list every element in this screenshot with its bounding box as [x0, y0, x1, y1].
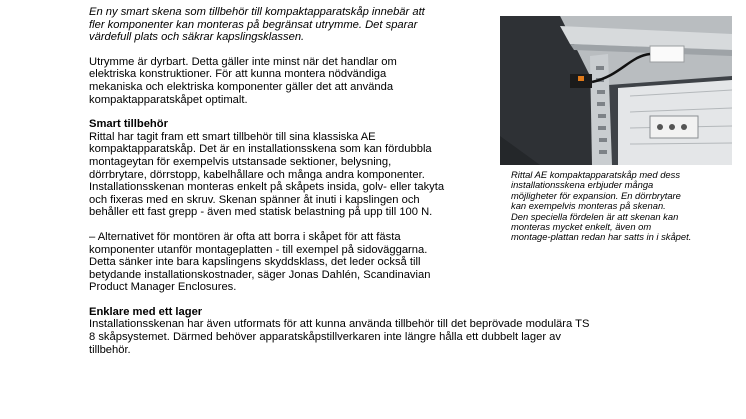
- intro-paragraph: En ny smart skena som tillbehör till kompaktapparatskåp innebär att fler komponenter kan monteras på begränsat utrymme. Det sparar värdefull plats och säkrar kapslingsklassen.: [89, 6, 425, 44]
- photo-caption: Rittal AE kompaktapparatskåp med dess installationsskena erbjuder många möjligheter för expansion. En dörrbrytare kan exempelvis monteras på skenan. Den speciella fördelen är att skenan kan monteras mycket enkelt, även om montage-plattan redan har satts in i skåpet.: [511, 169, 692, 243]
- paragraph-quote: – Alternativet för montören är ofta att borra i skåpet för att fästa komponenter utanför montageplatten - till exempel på sidoväggarna. Detta sänker inte bara kapslingens skyddsklass, det leder också till betydande installationskostnader, säger Jonas Dahlén, Scandinavian Product Manager Enclosures.: [89, 230, 431, 294]
- heading-single-stock: Enklare med ett lager: [89, 305, 203, 318]
- paragraph-single-stock: Installationsskenan har även utformats för att kunna använda tillbehör till det beprövade modulära TS 8 skåpsystemet. Därmed behöver apparatskåpstillverkaren inte längre hålla ett dubbelt lager av tillbehör.: [89, 318, 590, 356]
- product-photo: [500, 16, 732, 165]
- paragraph-rittal-accessory: Rittal har tagit fram ett smart tillbehör till sina klassiska AE kompaktapparatskåp. Det är en installationsskena som kan fördubbla montageytan för exempelvis utstansade sektioner, belysning, dörrbrytare, dörrstopp, kabelhållare och många andra komponenter. Installationsskenan monteras enkelt på skåpets insida, golv- eller takyta och fixeras med en skruv. Skenan spänner åt inuti i kapslingen och behåller ett fast grepp - även med statisk belastning på upp till 100 N.: [89, 130, 445, 219]
- paragraph-space-is-precious: Utrymme är dyrbart. Detta gäller inte minst när det handlar om elektriska konstruktioner. För att kunna montera nödvändiga mekaniska och elektriska komponenter gäller det att använda kompaktapparatskåpet optimalt.: [89, 55, 397, 106]
- enclosure-rail-illustration: [500, 16, 732, 165]
- heading-smart-accessory: Smart tillbehör: [89, 118, 168, 131]
